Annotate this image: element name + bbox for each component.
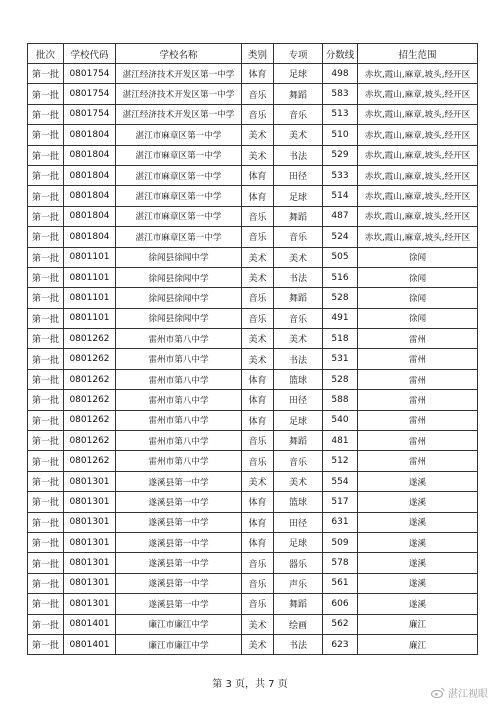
cell-batch: 第一批 (28, 532, 64, 552)
cell-score-line: 606 (323, 594, 358, 614)
cell-score-line: 554 (323, 471, 358, 491)
cell-school-name: 徐闻县徐闻中学 (116, 247, 242, 267)
cell-enrollment-range: 廉江 (358, 614, 478, 634)
cell-enrollment-range: 雷州 (358, 349, 478, 369)
cell-category: 体育 (242, 492, 274, 512)
cell-specialty: 美术 (274, 125, 323, 145)
cell-enrollment-range: 赤坎,霞山,麻章,坡头,经开区 (358, 104, 478, 124)
cell-school-name: 湛江市麻章区第一中学 (116, 206, 242, 226)
cell-specialty: 田径 (274, 512, 323, 532)
cell-batch: 第一批 (28, 206, 64, 226)
table-row (28, 532, 478, 552)
table-row (28, 84, 478, 104)
cell-school-name: 雷州市第八中学 (116, 349, 242, 369)
cell-batch: 第一批 (28, 84, 64, 104)
cell-category: 音乐 (242, 206, 274, 226)
cell-school-name: 雷州市第八中学 (116, 390, 242, 410)
cell-school-code: 0801262 (64, 329, 116, 349)
cell-batch: 第一批 (28, 451, 64, 471)
cell-category: 美术 (242, 329, 274, 349)
cell-category: 体育 (242, 532, 274, 552)
cell-score-line: 562 (323, 614, 358, 634)
table-row (28, 104, 478, 124)
cell-category: 美术 (242, 267, 274, 287)
table-row (28, 369, 478, 389)
cell-enrollment-range: 赤坎,霞山,麻章,坡头,经开区 (358, 64, 478, 84)
watermark (431, 685, 488, 700)
cell-score-line: 510 (323, 125, 358, 145)
cell-specialty: 美术 (274, 471, 323, 491)
header-specialty: 专项 (274, 44, 323, 64)
cell-school-name: 徐闻县徐闻中学 (116, 288, 242, 308)
cell-specialty: 舞蹈 (274, 594, 323, 614)
table-row (28, 451, 478, 471)
cell-enrollment-range: 徐闻 (358, 267, 478, 287)
cell-category: 体育 (242, 186, 274, 206)
table-row (28, 288, 478, 308)
table-row (28, 471, 478, 491)
cell-batch: 第一批 (28, 634, 64, 654)
cell-specialty: 书法 (274, 349, 323, 369)
cell-batch: 第一批 (28, 186, 64, 206)
cell-score-line: 517 (323, 492, 358, 512)
cell-specialty: 足球 (274, 186, 323, 206)
table-row (28, 634, 478, 654)
table-row (28, 186, 478, 206)
cell-score-line: 528 (323, 369, 358, 389)
cell-school-name: 湛江市麻章区第一中学 (116, 165, 242, 185)
cell-school-code: 0801301 (64, 471, 116, 491)
table-row (28, 206, 478, 226)
cell-school-name: 遂溪县第一中学 (116, 573, 242, 593)
cell-batch: 第一批 (28, 390, 64, 410)
cell-school-code: 0801804 (64, 125, 116, 145)
cell-score-line: 514 (323, 186, 358, 206)
cell-score-line: 531 (323, 349, 358, 369)
cell-school-name: 雷州市第八中学 (116, 329, 242, 349)
cell-score-line: 533 (323, 165, 358, 185)
cell-enrollment-range: 赤坎,霞山,麻章,坡头,经开区 (358, 125, 478, 145)
cell-school-code: 0801804 (64, 206, 116, 226)
cell-school-name: 雷州市第八中学 (116, 410, 242, 430)
cell-school-name: 廉江市廉江中学 (116, 614, 242, 634)
header-score-line: 分数线 (323, 44, 358, 64)
cell-batch: 第一批 (28, 104, 64, 124)
cell-school-code: 0801301 (64, 532, 116, 552)
table-row (28, 614, 478, 634)
cell-specialty: 声乐 (274, 573, 323, 593)
cell-school-code: 0801301 (64, 512, 116, 532)
cell-batch: 第一批 (28, 267, 64, 287)
cell-category: 美术 (242, 145, 274, 165)
cell-category: 美术 (242, 634, 274, 654)
cell-score-line: 583 (323, 84, 358, 104)
cell-score-line: 529 (323, 145, 358, 165)
cell-specialty: 书法 (274, 267, 323, 287)
cell-batch: 第一批 (28, 64, 64, 84)
cell-enrollment-range: 雷州 (358, 431, 478, 451)
cell-score-line: 540 (323, 410, 358, 430)
cell-score-line: 588 (323, 390, 358, 410)
cell-school-name: 遂溪县第一中学 (116, 594, 242, 614)
cell-batch: 第一批 (28, 573, 64, 593)
cell-category: 美术 (242, 125, 274, 145)
cell-enrollment-range: 雷州 (358, 369, 478, 389)
table-row (28, 329, 478, 349)
cell-school-name: 湛江市麻章区第一中学 (116, 227, 242, 247)
cell-score-line: 578 (323, 553, 358, 573)
cell-enrollment-range: 遂溪 (358, 594, 478, 614)
cell-category: 美术 (242, 349, 274, 369)
table-row (28, 227, 478, 247)
cell-school-name: 遂溪县第一中学 (116, 492, 242, 512)
cell-batch: 第一批 (28, 288, 64, 308)
table-row (28, 308, 478, 328)
cell-enrollment-range: 廉江 (358, 634, 478, 654)
table-row (28, 125, 478, 145)
cell-category: 体育 (242, 369, 274, 389)
cell-school-code: 0801262 (64, 390, 116, 410)
cell-school-name: 湛江经济技术开发区第一中学 (116, 84, 242, 104)
cell-enrollment-range: 徐闻 (358, 308, 478, 328)
cell-category: 音乐 (242, 431, 274, 451)
cell-specialty: 音乐 (274, 227, 323, 247)
cell-school-code: 0801101 (64, 288, 116, 308)
cell-specialty: 足球 (274, 410, 323, 430)
cell-batch: 第一批 (28, 165, 64, 185)
table-row (28, 267, 478, 287)
table-row (28, 64, 478, 84)
cell-specialty: 舞蹈 (274, 84, 323, 104)
cell-category: 音乐 (242, 227, 274, 247)
cell-batch: 第一批 (28, 594, 64, 614)
table-row (28, 349, 478, 369)
cell-batch: 第一批 (28, 349, 64, 369)
cell-score-line: 518 (323, 329, 358, 349)
cell-enrollment-range: 赤坎,霞山,麻章,坡头,经开区 (358, 227, 478, 247)
cell-specialty: 音乐 (274, 308, 323, 328)
cell-specialty: 美术 (274, 247, 323, 267)
cell-enrollment-range: 赤坎,霞山,麻章,坡头,经开区 (358, 186, 478, 206)
cell-school-code: 0801101 (64, 247, 116, 267)
cell-specialty: 美术 (274, 329, 323, 349)
cell-enrollment-range: 赤坎,霞山,麻章,坡头,经开区 (358, 165, 478, 185)
cell-school-code: 0801401 (64, 634, 116, 654)
cell-score-line: 631 (323, 512, 358, 532)
table-row (28, 145, 478, 165)
cell-school-code: 0801804 (64, 145, 116, 165)
cell-batch: 第一批 (28, 329, 64, 349)
cell-school-code: 0801301 (64, 553, 116, 573)
cell-enrollment-range: 雷州 (358, 451, 478, 471)
cell-school-name: 湛江市麻章区第一中学 (116, 145, 242, 165)
table-row (28, 165, 478, 185)
cell-category: 体育 (242, 64, 274, 84)
cell-school-code: 0801262 (64, 451, 116, 471)
cell-specialty: 田径 (274, 165, 323, 185)
cell-enrollment-range: 徐闻 (358, 288, 478, 308)
cell-school-code: 0801301 (64, 492, 116, 512)
cell-school-name: 湛江经济技术开发区第一中学 (116, 104, 242, 124)
cell-batch: 第一批 (28, 308, 64, 328)
cell-school-code: 0801301 (64, 573, 116, 593)
cell-specialty: 音乐 (274, 104, 323, 124)
cell-school-name: 湛江经济技术开发区第一中学 (116, 64, 242, 84)
table-row (28, 247, 478, 267)
cell-enrollment-range: 雷州 (358, 329, 478, 349)
cell-specialty: 书法 (274, 145, 323, 165)
admission-table-sheet (27, 43, 477, 655)
cell-enrollment-range: 遂溪 (358, 492, 478, 512)
table-row (28, 512, 478, 532)
cell-enrollment-range: 赤坎,霞山,麻章,坡头,经开区 (358, 206, 478, 226)
cell-category: 音乐 (242, 573, 274, 593)
table-header-row (28, 44, 478, 64)
cell-specialty: 器乐 (274, 553, 323, 573)
cell-batch: 第一批 (28, 614, 64, 634)
cell-specialty: 舞蹈 (274, 431, 323, 451)
header-batch: 批次 (28, 44, 64, 64)
header-category: 类别 (242, 44, 274, 64)
cell-school-code: 0801101 (64, 308, 116, 328)
cell-specialty: 篮球 (274, 369, 323, 389)
cell-score-line: 509 (323, 532, 358, 552)
cell-score-line: 491 (323, 308, 358, 328)
cell-school-code: 0801301 (64, 594, 116, 614)
admission-score-table (27, 43, 478, 655)
cell-school-code: 0801401 (64, 614, 116, 634)
cell-school-code: 0801262 (64, 349, 116, 369)
cell-category: 音乐 (242, 308, 274, 328)
cell-batch: 第一批 (28, 512, 64, 532)
cell-enrollment-range: 雷州 (358, 410, 478, 430)
cell-category: 美术 (242, 471, 274, 491)
cell-batch: 第一批 (28, 471, 64, 491)
cell-batch: 第一批 (28, 145, 64, 165)
cell-category: 体育 (242, 165, 274, 185)
cell-score-line: 505 (323, 247, 358, 267)
cell-school-code: 0801754 (64, 64, 116, 84)
cell-specialty: 足球 (274, 532, 323, 552)
cell-category: 体育 (242, 410, 274, 430)
cell-score-line: 524 (323, 227, 358, 247)
cell-batch: 第一批 (28, 431, 64, 451)
cell-school-name: 遂溪县第一中学 (116, 532, 242, 552)
cell-specialty: 书法 (274, 634, 323, 654)
cell-school-name: 湛江市麻章区第一中学 (116, 125, 242, 145)
cell-category: 音乐 (242, 553, 274, 573)
cell-score-line: 528 (323, 288, 358, 308)
cell-enrollment-range: 遂溪 (358, 471, 478, 491)
cell-enrollment-range: 赤坎,霞山,麻章,坡头,经开区 (358, 145, 478, 165)
cell-school-name: 遂溪县第一中学 (116, 471, 242, 491)
header-school-name: 学校名称 (116, 44, 242, 64)
cell-school-name: 廉江市廉江中学 (116, 634, 242, 654)
cell-category: 美术 (242, 247, 274, 267)
cell-specialty: 田径 (274, 390, 323, 410)
cell-school-name: 雷州市第八中学 (116, 451, 242, 471)
cell-enrollment-range: 徐闻 (358, 247, 478, 267)
cell-specialty: 音乐 (274, 451, 323, 471)
cell-batch: 第一批 (28, 410, 64, 430)
cell-school-code: 0801754 (64, 104, 116, 124)
cell-category: 音乐 (242, 84, 274, 104)
cell-enrollment-range: 遂溪 (358, 532, 478, 552)
cell-score-line: 487 (323, 206, 358, 226)
cell-school-name: 湛江市麻章区第一中学 (116, 186, 242, 206)
table-row (28, 594, 478, 614)
header-enrollment-range: 招生范围 (358, 44, 478, 64)
page-footer (0, 675, 500, 690)
page-number-text: 第 3 页，共 7 页 (212, 679, 288, 690)
cell-score-line: 512 (323, 451, 358, 471)
cell-school-name: 雷州市第八中学 (116, 369, 242, 389)
cell-school-code: 0801804 (64, 227, 116, 247)
cell-batch: 第一批 (28, 247, 64, 267)
cell-batch: 第一批 (28, 227, 64, 247)
cell-school-name: 雷州市第八中学 (116, 431, 242, 451)
cell-category: 音乐 (242, 451, 274, 471)
cell-batch: 第一批 (28, 125, 64, 145)
cell-category: 音乐 (242, 288, 274, 308)
cell-category: 音乐 (242, 104, 274, 124)
table-row (28, 431, 478, 451)
cell-enrollment-range: 遂溪 (358, 553, 478, 573)
cell-specialty: 足球 (274, 64, 323, 84)
table-row (28, 573, 478, 593)
table-row (28, 553, 478, 573)
cell-school-code: 0801262 (64, 431, 116, 451)
cell-score-line: 623 (323, 634, 358, 654)
cell-school-code: 0801262 (64, 410, 116, 430)
cell-enrollment-range: 遂溪 (358, 512, 478, 532)
table-row (28, 492, 478, 512)
cell-school-name: 遂溪县第一中学 (116, 553, 242, 573)
cell-category: 美术 (242, 614, 274, 634)
cell-enrollment-range: 遂溪 (358, 573, 478, 593)
header-school-code: 学校代码 (64, 44, 116, 64)
table-row (28, 410, 478, 430)
cell-score-line: 516 (323, 267, 358, 287)
cell-score-line: 498 (323, 64, 358, 84)
table-body (28, 64, 478, 655)
cell-school-code: 0801262 (64, 369, 116, 389)
cell-category: 音乐 (242, 594, 274, 614)
cell-score-line: 513 (323, 104, 358, 124)
cell-category: 体育 (242, 512, 274, 532)
cell-school-code: 0801754 (64, 84, 116, 104)
cell-school-name: 徐闻县徐闻中学 (116, 267, 242, 287)
cell-score-line: 561 (323, 573, 358, 593)
cell-specialty: 舞蹈 (274, 288, 323, 308)
cell-batch: 第一批 (28, 492, 64, 512)
cell-score-line: 481 (323, 431, 358, 451)
cell-school-name: 遂溪县第一中学 (116, 512, 242, 532)
cell-batch: 第一批 (28, 553, 64, 573)
cell-category: 体育 (242, 390, 274, 410)
cell-batch: 第一批 (28, 369, 64, 389)
cell-enrollment-range: 雷州 (358, 390, 478, 410)
watermark-text: 湛江视眼 (448, 689, 488, 700)
weibo-icon (431, 687, 445, 698)
cell-enrollment-range: 赤坎,霞山,麻章,坡头,经开区 (358, 84, 478, 104)
cell-specialty: 篮球 (274, 492, 323, 512)
cell-specialty: 绘画 (274, 614, 323, 634)
table-row (28, 390, 478, 410)
cell-specialty: 舞蹈 (274, 206, 323, 226)
cell-school-code: 0801101 (64, 267, 116, 287)
cell-school-name: 徐闻县徐闻中学 (116, 308, 242, 328)
cell-school-code: 0801804 (64, 186, 116, 206)
cell-school-code: 0801804 (64, 165, 116, 185)
